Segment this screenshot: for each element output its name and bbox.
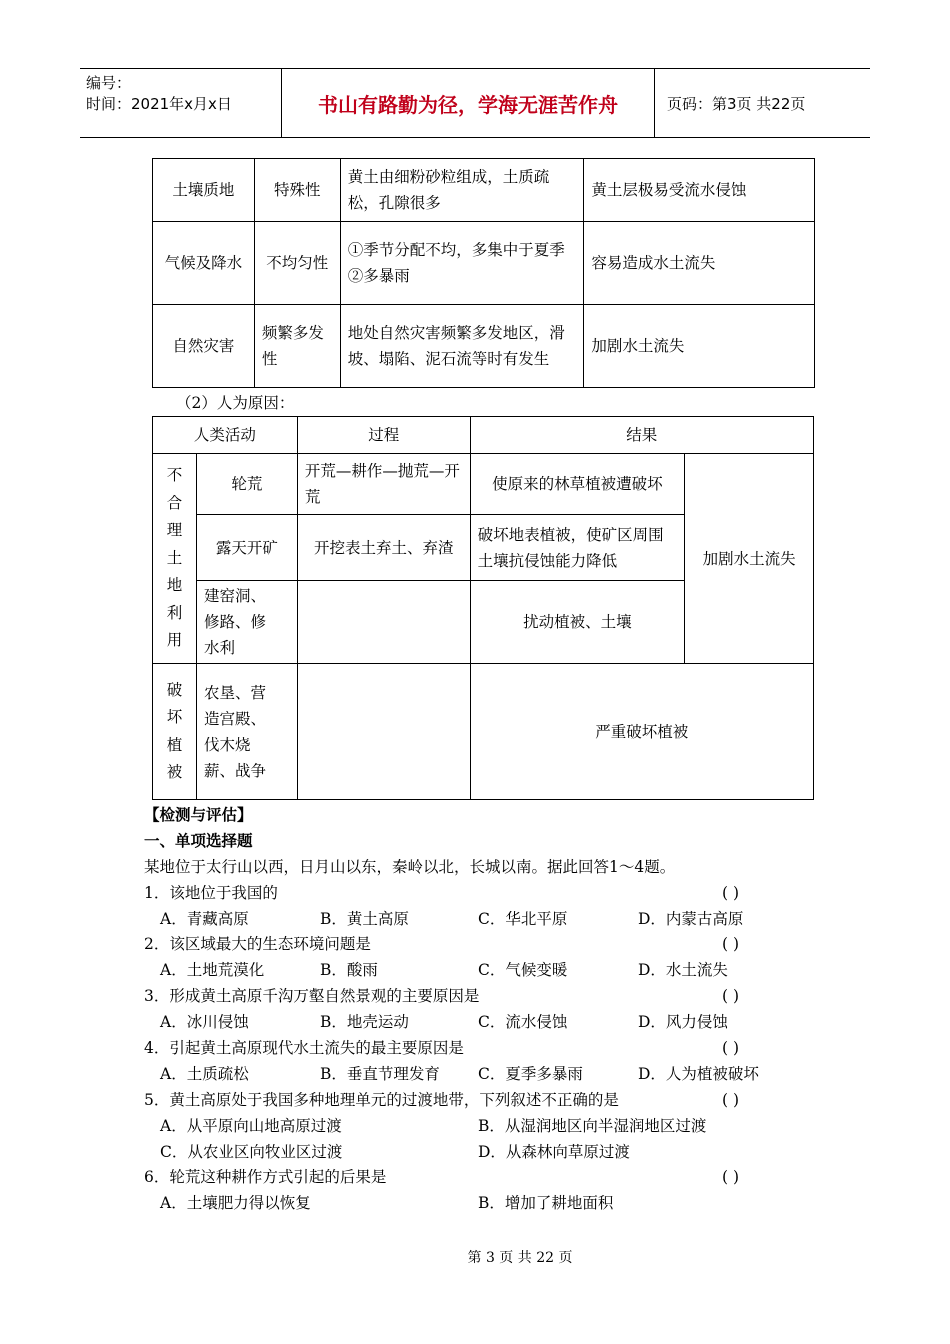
option[interactable]: A．从平原向山地高原过渡 bbox=[160, 1116, 342, 1135]
group-cell bbox=[153, 454, 197, 664]
option[interactable]: A．青藏高原 bbox=[160, 909, 249, 928]
option-row bbox=[144, 907, 844, 933]
table-cell: 加剧水土流失 bbox=[584, 305, 815, 388]
answer-bracket[interactable]: ( ) bbox=[722, 1168, 740, 1187]
table-cell: 严重破坏植被 bbox=[470, 664, 813, 800]
time-label: 时间：2021年x月x日 bbox=[86, 95, 232, 113]
question-stem bbox=[144, 984, 844, 1010]
table-cell: 自然灾害 bbox=[153, 305, 255, 388]
table-row bbox=[153, 305, 815, 388]
option[interactable]: C．夏季多暴雨 bbox=[478, 1064, 583, 1083]
option-row bbox=[144, 1140, 844, 1166]
option[interactable]: B．垂直节理发育 bbox=[320, 1064, 440, 1083]
option[interactable]: D．风力侵蚀 bbox=[638, 1013, 728, 1032]
group-label: 不合理土地利用 bbox=[166, 466, 183, 650]
table-cell: 频繁多发性 bbox=[254, 305, 340, 388]
number-label: 编号： bbox=[86, 74, 132, 92]
human-causes-subtitle: （2）人为原因： bbox=[176, 394, 295, 412]
answer-bracket[interactable]: ( ) bbox=[722, 883, 740, 902]
exercise-section bbox=[144, 803, 844, 1217]
section-title: 【检测与评估】 bbox=[144, 806, 253, 824]
part-title: 一、单项选择题 bbox=[144, 831, 253, 850]
table-cell: 土壤质地 bbox=[153, 159, 255, 222]
answer-bracket[interactable]: ( ) bbox=[722, 987, 740, 1006]
option[interactable]: C．流水侵蚀 bbox=[478, 1013, 568, 1032]
question-stem bbox=[144, 1036, 844, 1062]
table-row bbox=[153, 454, 814, 515]
option[interactable]: A．土地荒漠化 bbox=[160, 961, 265, 980]
option[interactable]: A．土壤肥力得以恢复 bbox=[160, 1194, 311, 1213]
activity-text: 建窑洞、修路、修水利 bbox=[203, 587, 266, 657]
option-row bbox=[144, 1062, 844, 1088]
option[interactable]: B．地壳运动 bbox=[320, 1013, 409, 1032]
option[interactable]: B．从湿润地区向半湿润地区过渡 bbox=[478, 1116, 707, 1135]
option[interactable]: B．酸雨 bbox=[320, 961, 378, 980]
cell-line: ①季节分配不均，多集中于夏季 bbox=[347, 241, 565, 259]
table-cell: 轮荒 bbox=[196, 454, 297, 515]
option[interactable]: D．水土流失 bbox=[638, 961, 728, 980]
table-cell bbox=[297, 581, 470, 664]
answer-bracket[interactable]: ( ) bbox=[722, 935, 740, 954]
table-row bbox=[153, 159, 815, 222]
option[interactable]: D．内蒙古高原 bbox=[638, 909, 744, 928]
activity-text: 农垦、营造宫殿、伐木烧薪、战争 bbox=[203, 683, 266, 780]
option[interactable]: B．黄土高原 bbox=[320, 909, 409, 928]
table-cell: 黄土由细粉砂粒组成，土质疏松，孔隙很多 bbox=[340, 159, 584, 222]
table-cell: 使原来的林草植被遭破坏 bbox=[470, 454, 685, 515]
table-cell bbox=[196, 581, 297, 664]
header-cell: 人类活动 bbox=[153, 417, 298, 454]
option[interactable]: A．土质疏松 bbox=[160, 1064, 249, 1083]
table-header-row bbox=[153, 417, 814, 454]
human-causes-table bbox=[152, 416, 814, 800]
option-row bbox=[144, 1114, 844, 1140]
table-cell: 露天开矿 bbox=[196, 515, 297, 581]
question-text: 4．引起黄土高原现代水土流失的最主要原因是 bbox=[144, 1039, 464, 1058]
page-number-label: 页码：第3页 共22页 bbox=[667, 94, 806, 113]
page-header bbox=[80, 68, 870, 138]
header-cell: 过程 bbox=[297, 417, 470, 454]
option[interactable]: D．人为植被破坏 bbox=[638, 1064, 759, 1083]
option[interactable]: B．增加了耕地面积 bbox=[478, 1194, 614, 1213]
option-row bbox=[144, 1010, 844, 1036]
option[interactable]: A．冰川侵蚀 bbox=[160, 1013, 249, 1032]
option-row bbox=[144, 1191, 844, 1217]
table-cell bbox=[297, 664, 470, 800]
question-stem bbox=[144, 1165, 844, 1191]
option[interactable]: D．从森林向草原过渡 bbox=[478, 1142, 630, 1161]
table-row bbox=[153, 664, 814, 800]
motto: 书山有路勤为径，学海无涯苦作舟 bbox=[282, 69, 655, 137]
option[interactable]: C．从农业区向牧业区过渡 bbox=[160, 1142, 343, 1161]
question-text: 6．轮荒这种耕作方式引起的后果是 bbox=[144, 1168, 387, 1187]
group-label: 破坏植被 bbox=[166, 680, 183, 781]
question-intro: 某地位于太行山以西，日月山以东，秦岭以北，长城以南。据此回答1～4题。 bbox=[144, 857, 676, 876]
table-cell: 特殊性 bbox=[254, 159, 340, 222]
question-text: 5．黄土高原处于我国多种地理单元的过渡地带，下列叙述不正确的是 bbox=[144, 1090, 619, 1109]
question-stem bbox=[144, 932, 844, 958]
question-text: 2．该区域最大的生态环境问题是 bbox=[144, 935, 371, 954]
table-row bbox=[153, 222, 815, 305]
table-cell: 开挖表土弃土、弃渣 bbox=[297, 515, 470, 581]
merged-result-cell: 加剧水土流失 bbox=[685, 454, 814, 664]
option[interactable]: C．华北平原 bbox=[478, 909, 568, 928]
natural-causes-table bbox=[152, 158, 815, 388]
table-cell: 扰动植被、土壤 bbox=[470, 581, 685, 664]
table-cell: 破坏地表植被，使矿区周围土壤抗侵蚀能力降低 bbox=[470, 515, 685, 581]
table-cell bbox=[196, 664, 297, 800]
table-cell: 气候及降水 bbox=[153, 222, 255, 305]
question-text: 1．该地位于我国的 bbox=[144, 883, 278, 902]
cell-line: ②多暴雨 bbox=[347, 267, 410, 285]
page-footer: 第 3 页 共 22 页 bbox=[467, 1250, 573, 1266]
answer-bracket[interactable]: ( ) bbox=[722, 1090, 740, 1109]
table-cell: 容易造成水土流失 bbox=[584, 222, 815, 305]
table-cell bbox=[340, 222, 584, 305]
question-stem bbox=[144, 881, 844, 907]
table-cell: 黄土层极易受流水侵蚀 bbox=[584, 159, 815, 222]
question-text: 3．形成黄土高原千沟万壑自然景观的主要原因是 bbox=[144, 987, 480, 1006]
table-cell: 地处自然灾害频繁多发地区，滑坡、塌陷、泥石流等时有发生 bbox=[340, 305, 584, 388]
table-cell: 开荒—耕作—抛荒—开荒 bbox=[297, 454, 470, 515]
option-row bbox=[144, 958, 844, 984]
question-stem bbox=[144, 1088, 844, 1114]
option[interactable]: C．气候变暖 bbox=[478, 961, 568, 980]
group-cell bbox=[153, 664, 197, 800]
header-cell: 结果 bbox=[470, 417, 813, 454]
header-info bbox=[80, 69, 282, 137]
table-cell: 不均匀性 bbox=[254, 222, 340, 305]
answer-bracket[interactable]: ( ) bbox=[722, 1039, 740, 1058]
